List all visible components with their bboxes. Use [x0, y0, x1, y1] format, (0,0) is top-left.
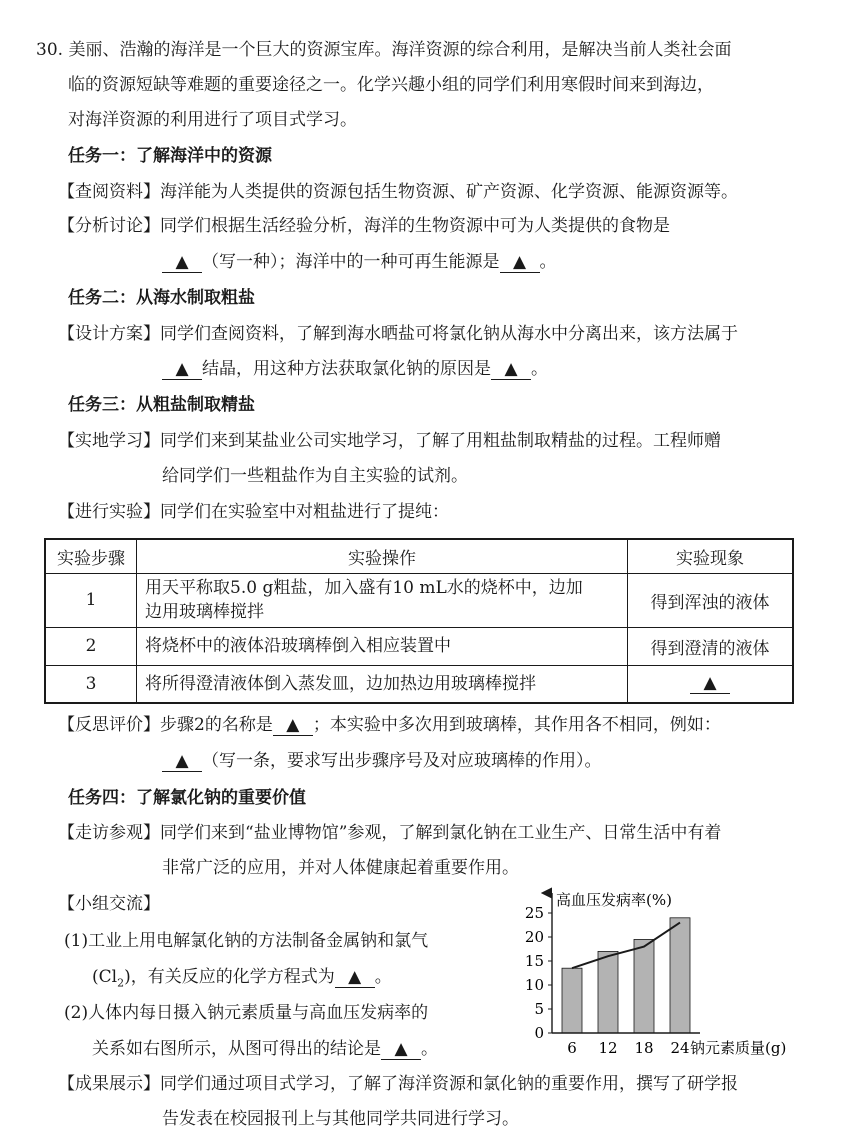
design-text: 同学们查阅资料，了解到海水晒盐可将氯化钠从海水中分离出来，该方法属于	[160, 324, 738, 344]
research-tag: 【查阅资料】	[58, 182, 160, 202]
hypertension-chart	[510, 885, 810, 1065]
y-tick-label: 25	[524, 904, 544, 922]
operation-line: 用天平称取5.0 g粗盐，加入盛有10 mL水的烧杯中，边加	[145, 578, 583, 598]
task3-field	[58, 429, 721, 453]
intro-line-2: 临的资源短缺等难题的重要途径之一。化学兴趣小组的同学们利用寒假时间来到海边，	[68, 75, 714, 95]
chart-bar-12	[598, 951, 618, 1033]
task4-visit-line2: 非常广泛的应用，并对人体健康起着重要作用。	[162, 858, 519, 878]
result-tag: 【成果展示】	[58, 1074, 160, 1094]
task1-research	[58, 180, 738, 204]
reflect-text-2: ；本实验中多次用到玻璃棒，其作用各不相同，例如：	[312, 715, 721, 735]
x-tick-label: 24	[670, 1039, 690, 1057]
cl-text: (Cl	[92, 967, 118, 987]
answer-blank-reason[interactable]: ▲	[491, 359, 531, 380]
task3-experiment	[58, 500, 449, 524]
reflect-line-2	[162, 749, 602, 773]
design-tag: 【设计方案】	[58, 324, 160, 344]
q1-text: )，有关反应的化学方程式为	[124, 967, 335, 987]
row-result-blank[interactable]	[628, 665, 794, 703]
header-operation: 实验操作	[137, 539, 628, 573]
task2-title: 任务二：从海水制取粗盐	[68, 288, 255, 308]
intro-line-1: 30. 美丽、浩瀚的海洋是一个巨大的资源宝库。海洋资源的综合利用，是解决当前人类社会面	[36, 40, 732, 60]
y-tick-label: 0	[534, 1024, 544, 1042]
answer-blank-food[interactable]: ▲	[162, 252, 202, 273]
row-operation	[137, 573, 628, 627]
row-result: 得到浑浊的液体	[628, 573, 794, 627]
row-operation: 将烧杯中的液体沿玻璃棒倒入相应装置中	[137, 627, 628, 665]
discussion-text-2: （写一种）；海洋中的一种可再生能源是	[202, 252, 500, 272]
visit-text: 同学们来到“盐业博物馆”参观，了解到氯化钠在工业生产、日常生活中有着	[160, 823, 722, 843]
row-operation: 将所得澄清液体倒入蒸发皿，边加热边用玻璃棒搅拌	[137, 665, 628, 703]
task3-field-line2: 给同学们一些粗盐作为自主实验的试剂。	[162, 466, 468, 486]
reflect-line-1	[58, 713, 721, 737]
task1-discussion-line2	[162, 250, 557, 274]
chart-bar-18	[634, 939, 654, 1033]
period: 。	[421, 1039, 438, 1059]
row-result: 得到澄清的液体	[628, 627, 794, 665]
design-text-2: 结晶，用这种方法获取氯化钠的原因是	[202, 359, 491, 379]
answer-blank-glass-rod[interactable]: ▲	[162, 751, 202, 772]
row-step: 1	[45, 573, 137, 627]
question-1-line-1: (1)工业上用电解氯化钠的方法制备金属钠和氯气	[64, 931, 429, 951]
question-2-line-2	[92, 1037, 438, 1061]
answer-blank-step2[interactable]: ▲	[273, 715, 313, 736]
task4-result	[58, 1072, 738, 1096]
chart-bars	[562, 918, 690, 1033]
task2-design-line2	[162, 357, 548, 381]
reflect-text-3: （写一条，要求写出步骤序号及对应玻璃棒的作用）。	[202, 751, 602, 771]
discussion-tag: 【分析讨论】	[58, 216, 160, 236]
answer-blank-energy[interactable]: ▲	[500, 252, 540, 273]
answer-blank-phenomenon[interactable]: ▲	[690, 673, 730, 694]
y-tick-label: 5	[534, 1000, 544, 1018]
visit-tag: 【走访参观】	[58, 823, 160, 843]
trend-line	[572, 923, 680, 969]
header-result: 实验现象	[628, 539, 794, 573]
period: 。	[531, 359, 548, 379]
field-tag: 【实地学习】	[58, 431, 160, 451]
q2-text: 关系如右图所示，从图可得出的结论是	[92, 1039, 381, 1059]
answer-blank-conclusion[interactable]: ▲	[381, 1039, 421, 1060]
experiment-table	[44, 538, 794, 704]
y-axis-label: 高血压发病率(%)	[556, 891, 672, 909]
y-tick-label: 15	[524, 952, 544, 970]
task1-discussion	[58, 214, 670, 238]
task4-visit	[58, 821, 721, 845]
task2-design	[58, 322, 738, 346]
x-tick-label: 6	[567, 1039, 577, 1057]
research-text: 海洋能为人类提供的资源包括生物资源、矿产资源、化学资源、能源资源等。	[160, 182, 738, 202]
question-2-line-1: (2)人体内每日摄入钠元素质量与高血压发病率的	[64, 1003, 429, 1023]
row-step: 3	[45, 665, 137, 703]
task4-title: 任务四：了解氯化钠的重要价值	[68, 788, 306, 808]
y-ticks	[525, 904, 552, 1042]
y-tick-label: 20	[524, 928, 544, 946]
answer-blank-crystallization[interactable]: ▲	[162, 359, 202, 380]
task1-title: 任务一：了解海洋中的资源	[68, 146, 272, 166]
row-step: 2	[45, 627, 137, 665]
table-header-row	[45, 539, 793, 573]
operation-line: 边用玻璃棒搅拌	[145, 602, 264, 622]
x-ticks	[567, 1039, 689, 1057]
task3-title: 任务三：从粗盐制取精盐	[68, 395, 255, 415]
period: 。	[539, 252, 557, 272]
experiment-text: 同学们在实验室中对粗盐进行了提纯：	[160, 502, 449, 522]
intro-line-3: 对海洋资源的利用进行了项目式学习。	[68, 110, 357, 130]
chart-bar-6	[562, 968, 582, 1033]
exchange-tag: 【小组交流】	[58, 894, 160, 914]
x-tick-label: 18	[634, 1039, 654, 1057]
result-text: 同学们通过项目式学习，了解了海洋资源和氯化钠的重要作用，撰写了研学报	[160, 1074, 738, 1094]
table-row	[45, 627, 793, 665]
x-tick-label: 12	[598, 1039, 618, 1057]
x-axis-label: 钠元素质量(g)	[690, 1039, 787, 1057]
task4-result-line2: 告发表在校园报刊上与其他同学共同进行学习。	[162, 1109, 519, 1129]
period: 。	[374, 967, 392, 987]
field-text: 同学们来到某盐业公司实地学习，了解了用粗盐制取精盐的过程。工程师赠	[160, 431, 721, 451]
answer-blank-equation[interactable]: ▲	[335, 967, 375, 988]
chart-bar-24	[670, 918, 690, 1033]
subscript: 2	[117, 976, 125, 990]
question-1-line-2	[92, 965, 392, 995]
reflect-text: 步骤2的名称是	[160, 715, 273, 735]
y-tick-label: 10	[524, 976, 544, 994]
reflect-tag: 【反思评价】	[58, 715, 160, 735]
discussion-text: 同学们根据生活经验分析，海洋的生物资源中可为人类提供的食物是	[160, 216, 670, 236]
table-row	[45, 665, 793, 703]
header-step: 实验步骤	[45, 539, 137, 573]
experiment-tag: 【进行实验】	[58, 502, 160, 522]
table-row	[45, 573, 793, 627]
